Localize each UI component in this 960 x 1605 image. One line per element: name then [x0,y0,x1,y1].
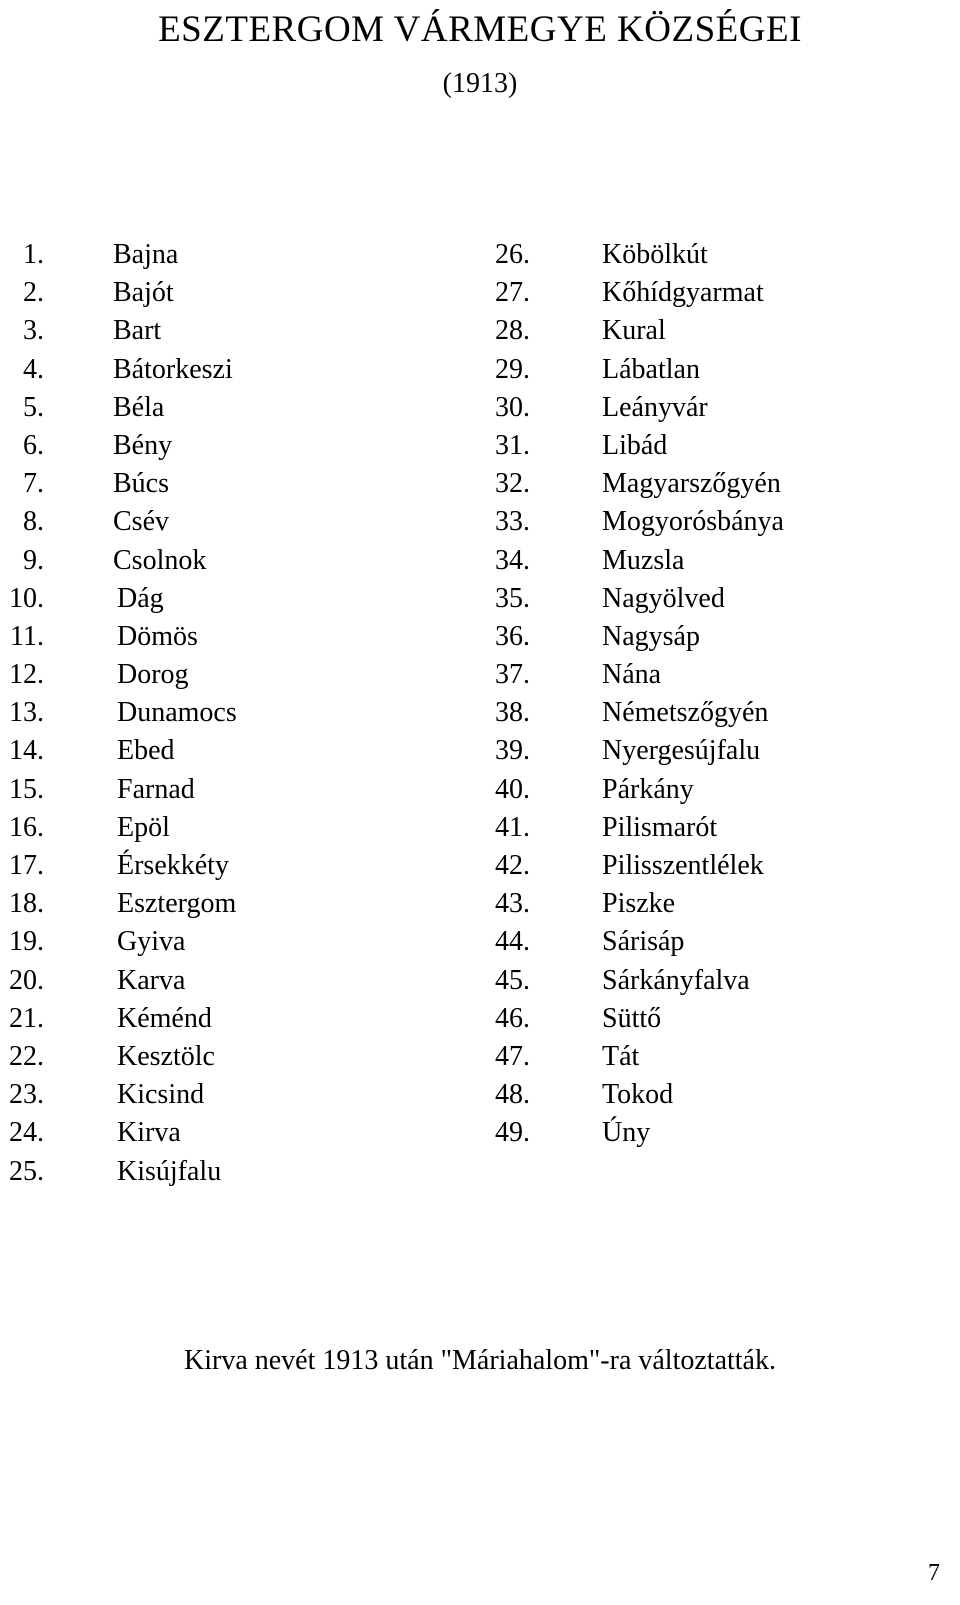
item-number: 45. [495,964,530,996]
village-name: Süttő [602,1002,662,1034]
village-name: Bajna [113,239,179,270]
item-number: 35. [495,582,530,614]
village-name: Tokod [602,1079,674,1111]
village-name: Sárisáp [602,926,685,958]
village-name: Tát [602,1040,640,1072]
village-name: Dorog [117,659,189,691]
item-number: 10. [9,582,44,614]
village-name: Kirva [117,1117,181,1149]
village-name: Pilismarót [602,811,718,843]
item-number: 47. [495,1040,530,1072]
item-number: 7. [23,468,44,500]
item-number: 27. [495,277,530,309]
village-name: Csév [113,506,169,538]
item-number: 18. [9,888,44,920]
village-name: Leányvár [602,391,708,423]
village-name: Dunamocs [117,697,237,729]
item-number: 1. [23,239,44,270]
item-number: 42. [495,850,530,881]
item-number: 40. [495,773,530,805]
village-name: Nagysáp [602,620,700,652]
item-number: 33. [495,506,530,538]
item-number: 3. [23,315,44,347]
item-number: 16. [9,811,44,843]
item-number: 48. [495,1079,530,1111]
village-name: Dág [117,582,164,614]
village-name: Bajót [113,277,174,309]
village-name: Kőhídgyarmat [602,277,764,309]
item-number: 23. [9,1079,44,1111]
village-name: Magyarszőgyén [602,468,781,500]
item-number: 4. [23,353,44,385]
item-number: 2. [23,277,44,309]
item-number: 37. [495,659,530,691]
village-name: Kisújfalu [117,1155,222,1187]
item-number: 13. [9,697,44,729]
village-name: Úny [602,1117,651,1149]
item-number: 8. [23,506,44,538]
village-name: Nagyölved [602,582,725,614]
item-number: 41. [495,811,530,843]
village-name: Búcs [113,468,169,500]
page-number: 7 [928,1560,940,1586]
item-number: 39. [495,735,530,767]
item-number: 17. [9,850,44,881]
village-name: Köbölkút [602,239,708,270]
village-name: Kicsind [117,1079,205,1111]
village-name: Karva [117,964,186,996]
village-name: Kéménd [117,1002,212,1034]
item-number: 30. [495,391,530,423]
village-name: Farnad [117,773,195,805]
item-number: 44. [495,926,530,958]
item-number: 46. [495,1002,530,1034]
village-name: Dömös [117,620,198,652]
village-name: Lábatlan [602,353,700,385]
item-number: 15. [9,773,44,805]
item-number: 32. [495,468,530,500]
village-name: Piszke [602,888,676,920]
village-name: Kural [602,315,666,347]
village-name: Csolnok [113,544,207,576]
village-name: Bény [113,429,173,461]
village-name: Libád [602,429,668,461]
item-number: 25. [9,1155,44,1187]
village-name: Érsekkéty [117,850,229,881]
item-number: 20. [9,964,44,996]
item-number: 11. [10,620,44,652]
item-number: 34. [495,544,530,576]
village-name: Ebed [117,735,175,767]
village-name: Muzsla [602,544,685,576]
item-number: 28. [495,315,530,347]
item-number: 49. [495,1117,530,1149]
village-name: Béla [113,391,165,423]
village-name: Mogyorósbánya [602,506,784,538]
village-name: Németszőgyén [602,697,769,729]
item-number: 6. [23,429,44,461]
item-number: 19. [9,926,44,958]
village-name: Kesztölc [117,1040,215,1072]
village-name: Bart [113,315,162,347]
item-number: 24. [9,1117,44,1149]
item-number: 12. [9,659,44,691]
village-name: Bátorkeszi [113,353,233,385]
village-name: Nyergesújfalu [602,735,761,767]
village-name: Pilisszentlélek [602,850,764,881]
item-number: 31. [495,429,530,461]
item-number: 38. [495,697,530,729]
item-number: 43. [495,888,530,920]
village-name: Párkány [602,773,694,805]
item-number: 14. [9,735,44,767]
item-number: 21. [9,1002,44,1034]
item-number: 5. [23,391,44,423]
page-title: ESZTERGOM VÁRMEGYE KÖZSÉGEI [158,9,802,50]
item-number: 22. [9,1040,44,1072]
village-name: Sárkányfalva [602,964,750,996]
item-number: 29. [495,353,530,385]
item-number: 26. [495,239,530,270]
village-name: Esztergom [117,888,237,920]
item-number: 9. [23,544,44,576]
page-subtitle: (1913) [442,68,518,99]
footnote: Kirva nevét 1913 után "Máriahalom"-ra változtatták. [184,1345,776,1376]
item-number: 36. [495,620,530,652]
village-name: Nána [602,659,662,691]
village-name: Gyiva [117,926,186,958]
village-name: Epöl [117,811,170,843]
